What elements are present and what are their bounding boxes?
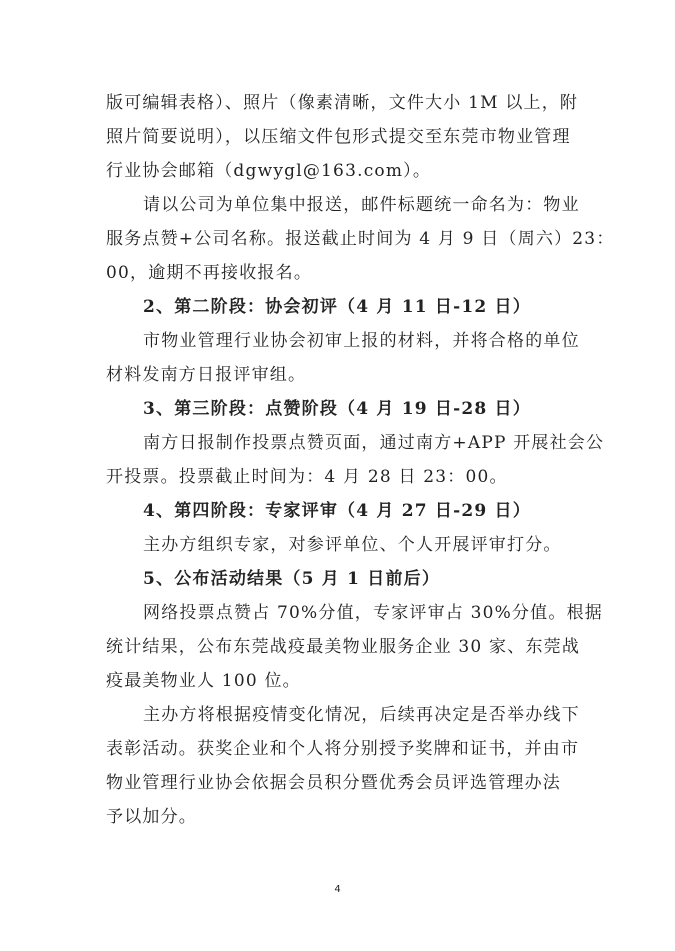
body-line: 照片简要说明），以压缩文件包形式提交至东莞市物业管理 — [106, 127, 571, 147]
section-heading: 5、公布活动结果（5 月 1 日前后） — [143, 569, 441, 589]
section-heading: 3、第三阶段：点赞阶段（4 月 19 日-28 日） — [143, 399, 531, 419]
body-line: 请以公司为单位集中报送，邮件标题统一命名为：物业 — [143, 195, 580, 215]
body-line: 00，逾期不再接收报名。 — [106, 263, 313, 283]
body-line: 统计结果，公布东莞战疫最美物业服务企业 30 家、东莞战 — [106, 637, 581, 657]
page-number: 4 — [334, 884, 341, 895]
body-line: 物业管理行业协会依据会员积分暨优秀会员评选管理办法 — [106, 773, 561, 793]
body-line: 疫最美物业人 100 位。 — [106, 671, 301, 691]
body-line: 开投票。投票截止时间为：4 月 28 日 23：00。 — [106, 467, 508, 487]
body-line: 版可编辑表格）、照片（像素清晰，文件大小 1M 以上，附 — [106, 93, 579, 113]
body-line: 市物业管理行业协会初审上报的材料，并将合格的单位 — [143, 331, 580, 351]
body-line: 主办方将根据疫情变化情况，后续再决定是否举办线下 — [143, 705, 580, 725]
body-line: 网络投票点赞占 70%分值，专家评审占 30%分值。根据 — [143, 603, 603, 623]
body-line: 南方日报制作投票点赞页面，通过南方+APP 开展社会公 — [143, 433, 605, 453]
body-line: 主办方组织专家，对参评单位、个人开展评审打分。 — [143, 535, 562, 555]
section-heading: 4、第四阶段：专家评审（4 月 27 日-29 日） — [143, 501, 531, 521]
body-line: 服务点赞+公司名称。报送截止时间为 4 月 9 日（周六）23： — [106, 229, 615, 249]
body-line: 行业协会邮箱（dgwygl@163.com）。 — [106, 161, 432, 181]
body-line: 表彰活动。获奖企业和个人将分别授予奖牌和证书，并由市 — [106, 739, 580, 759]
section-heading: 2、第二阶段：协会初评（4 月 11 日-12 日） — [143, 297, 531, 317]
body-line: 予以加分。 — [106, 807, 197, 827]
body-line: 材料发南方日报评审组。 — [106, 365, 307, 385]
